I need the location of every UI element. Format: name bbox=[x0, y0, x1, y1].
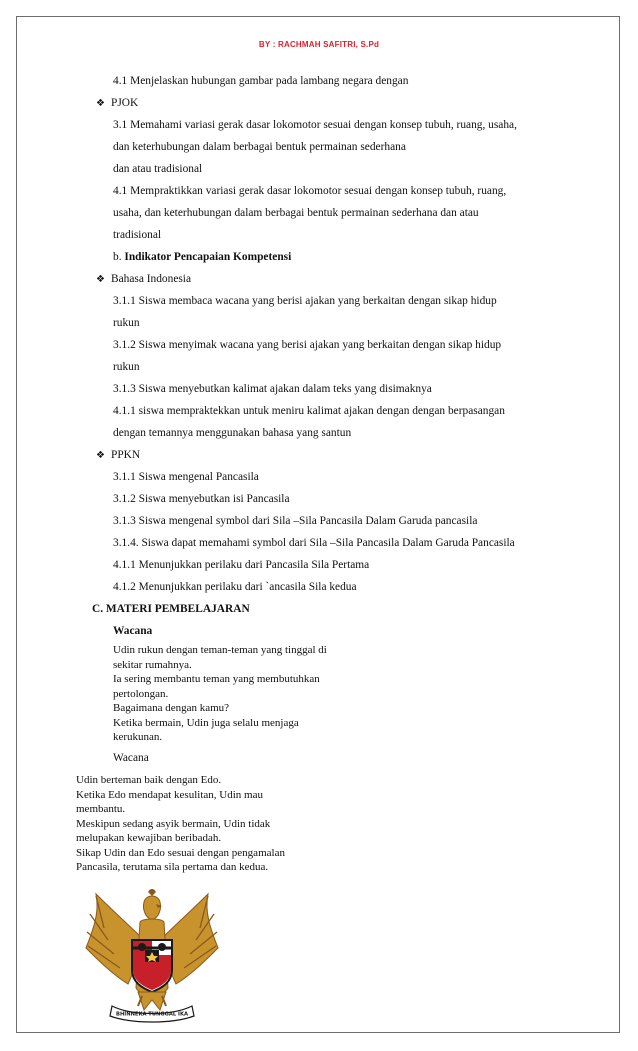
text-line: 4.1.1 Menunjukkan perilaku dari Pancasila Sila Pertama bbox=[113, 559, 370, 571]
text-line: 3.1.4. Siswa dapat memahami symbol dari Sila –Sila Pancasila Dalam Garuda Pancasila bbox=[113, 537, 515, 549]
wacana-label: Wacana bbox=[113, 752, 149, 764]
wacana-title: Wacana bbox=[113, 625, 153, 637]
passage-line: Udin rukun dengan teman-teman yang tinggal di bbox=[113, 644, 327, 656]
subheading-prefix: b. bbox=[113, 251, 125, 263]
passage-line: membantu. bbox=[76, 803, 126, 815]
text-line: dengan temannya menggunakan bahasa yang santun bbox=[113, 427, 352, 439]
text-line: 3.1.2 Siswa menyebutkan isi Pancasila bbox=[113, 493, 290, 505]
bullet-label: PJOK bbox=[111, 97, 139, 109]
garuda-pancasila-emblem bbox=[82, 888, 222, 1024]
header-author: BY : RACHMAH SAFITRI, S.Pd bbox=[258, 40, 380, 49]
text-line: tradisional bbox=[113, 229, 162, 241]
diamond-bullet-icon: ❖ bbox=[96, 98, 105, 109]
passage-line: sekitar rumahnya. bbox=[113, 658, 192, 671]
emblem-motto: BHINNEKA TUNGGAL IKA bbox=[116, 1011, 188, 1018]
passage-line: Meskipun sedang asyik bermain, Udin tidak bbox=[76, 817, 271, 830]
diamond-bullet-icon: ❖ bbox=[96, 450, 105, 461]
passage-line: Udin berteman baik dengan Edo. bbox=[76, 774, 222, 786]
text-line: rukun bbox=[113, 361, 140, 373]
text-line: 3.1.1 Siswa mengenal Pancasila bbox=[113, 471, 259, 483]
bullet-label: PPKN bbox=[111, 449, 141, 461]
bullet-bahasa-indonesia bbox=[96, 272, 191, 287]
text-line: dan atau tradisional bbox=[113, 163, 203, 175]
text-line: 4.1.1 siswa mempraktekkan untuk meniru kalimat ajakan dengan dengan berpasangan bbox=[113, 405, 505, 417]
text-line: 3.1.1 Siswa membaca wacana yang berisi ajakan yang berkaitan dengan sikap hidup bbox=[113, 295, 497, 307]
text-line: 3.1.3 Siswa mengenal symbol dari Sila –Sila Pancasila Dalam Garuda pancasila bbox=[113, 515, 478, 527]
diamond-bullet-icon: ❖ bbox=[96, 274, 105, 285]
bullet-ppkn bbox=[96, 448, 140, 463]
text-line: 3.1.3 Siswa menyebutkan kalimat ajakan dalam teks yang disimaknya bbox=[113, 383, 432, 395]
passage-line: kerukunan. bbox=[113, 731, 163, 743]
passage-line: Ketika bermain, Udin juga selalu menjaga bbox=[113, 716, 299, 729]
passage-line: Ketika Edo mendapat kesulitan, Udin mau bbox=[76, 788, 263, 801]
text-line: 3.1 Memahami variasi gerak dasar lokomotor sesuai dengan konsep tubuh, ruang, usaha, bbox=[113, 119, 517, 131]
text-line: 4.1 Mempraktikkan variasi gerak dasar lokomotor sesuai dengan konsep tubuh, ruang, bbox=[113, 185, 507, 197]
section-heading-c: C. MATERI PEMBELAJARAN bbox=[92, 603, 250, 615]
text-line: 4.1.2 Menunjukkan perilaku dari `ancasila Sila kedua bbox=[113, 581, 357, 593]
passage-line: Bagaimana dengan kamu? bbox=[113, 702, 230, 714]
text-line: usaha, dan keterhubungan dalam berbagai bentuk permainan sederhana dan atau bbox=[113, 207, 479, 219]
text-line: dan keterhubungan dalam berbagai bentuk permainan sederhana bbox=[113, 141, 406, 153]
passage-line: Ia sering membantu teman yang membutuhkan bbox=[113, 673, 320, 685]
text-line: 3.1.2 Siswa menyimak wacana yang berisi ajakan yang berkaitan dengan sikap hidup bbox=[113, 339, 502, 351]
passage-line: pertolongan. bbox=[113, 687, 169, 700]
bullet-label: Bahasa Indonesia bbox=[111, 273, 192, 285]
subheading-indikator bbox=[113, 250, 291, 264]
passage-line: Pancasila, terutama sila pertama dan kedua. bbox=[76, 861, 269, 873]
passage-line: Sikap Udin dan Edo sesuai dengan pengamalan bbox=[76, 846, 285, 859]
subheading-title: Indikator Pencapaian Kompetensi bbox=[124, 251, 292, 263]
passage-line: melupakan kewajiban beribadah. bbox=[76, 832, 222, 844]
text-line: 4.1 Menjelaskan hubungan gambar pada lambang negara dengan bbox=[113, 75, 409, 87]
bullet-pjok bbox=[96, 96, 138, 111]
text-line: rukun bbox=[113, 317, 140, 329]
